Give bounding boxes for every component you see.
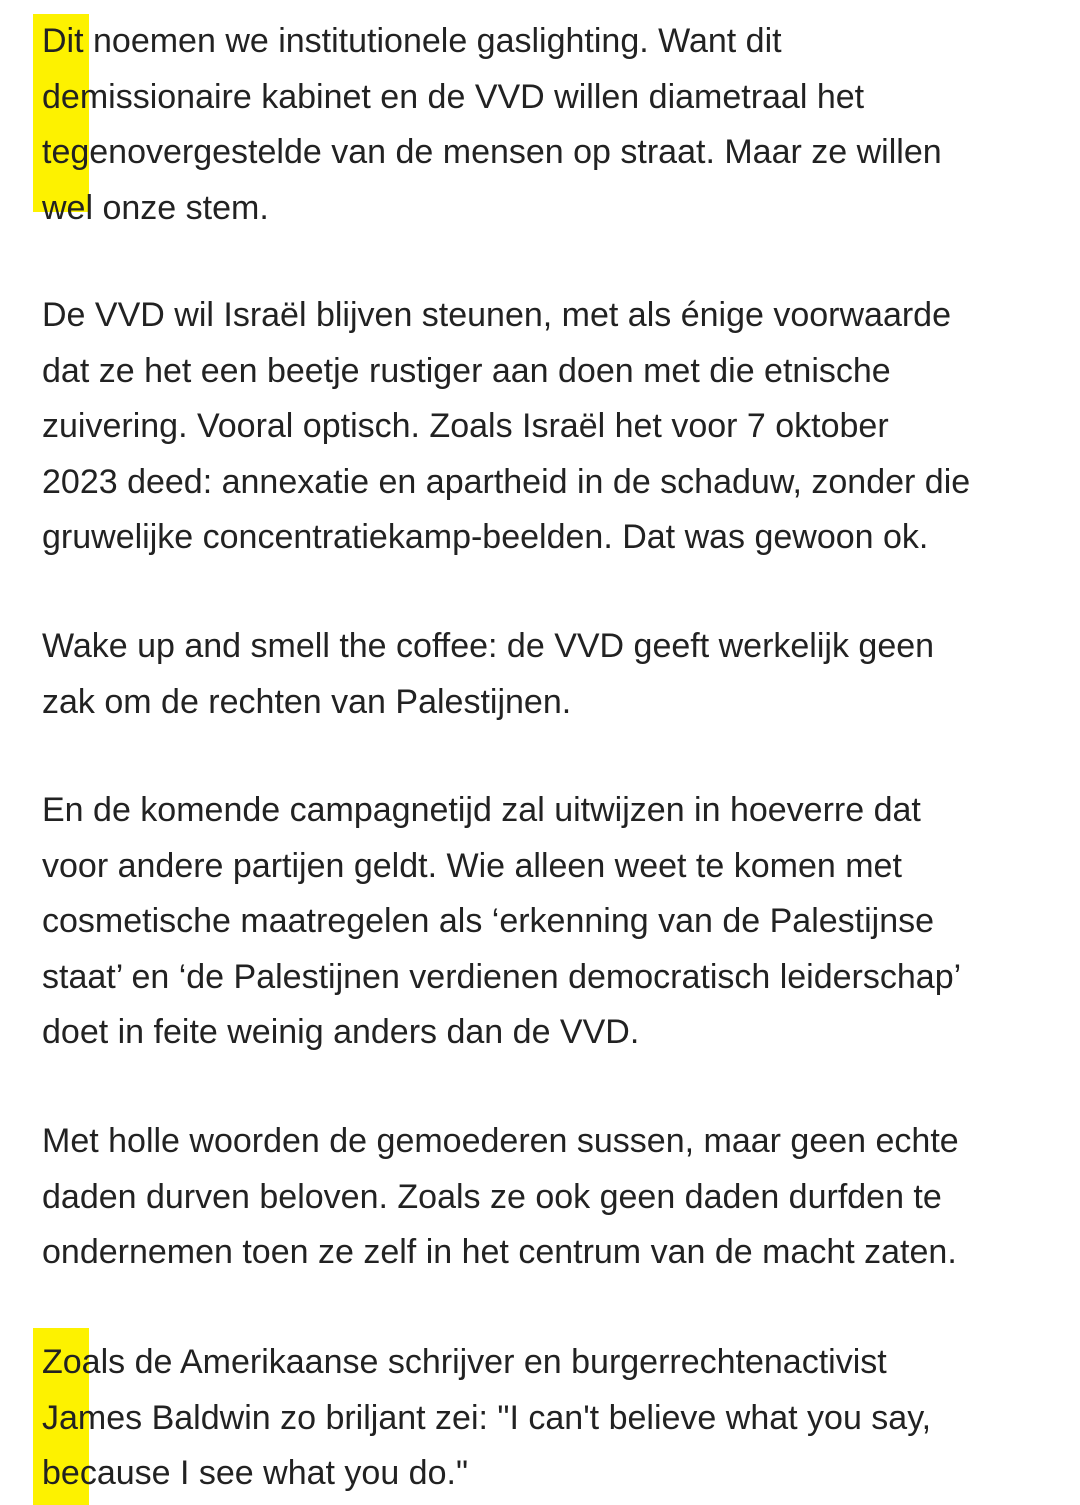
text-line: Wake up and smell the coffee: de VVD geeft werkelijk geen (42, 627, 935, 665)
text-line: Zoals de Amerikaanse schrijver en burgerrechtenactivist (42, 1343, 887, 1381)
text-line: James Baldwin zo briljant zei: "I can't believe what you say, (42, 1398, 932, 1437)
text-line: dat ze het een beetje rustiger aan doen met die etnische (42, 351, 891, 390)
paragraph-4 (42, 783, 1052, 1061)
text-line: gruwelijke concentratiekamp-beelden. Dat was gewoon ok. (42, 518, 929, 556)
paragraph-3 (42, 619, 1052, 730)
paragraph-5 (42, 1114, 1052, 1281)
text-line: voor andere partijen geldt. Wie alleen weet te komen met (42, 846, 902, 885)
text-line: wel onze stem. (42, 188, 269, 227)
text-line: demissionaire kabinet en de VVD willen diametraal het (42, 77, 865, 116)
text-line: staat’ en ‘de Palestijnen verdienen democratisch leiderschap’ (42, 957, 962, 996)
text-line: daden durven beloven. Zoals ze ook geen daden durfden te (42, 1177, 942, 1216)
text-line: Dit noemen we institutionele gaslighting. Want dit (42, 22, 782, 60)
paragraph-2 (42, 288, 1052, 566)
text-line: doet in feite weinig anders dan de VVD. (42, 1013, 640, 1051)
text-line: zak om de rechten van Palestijnen. (42, 682, 572, 721)
text-line: En de komende campagnetijd zal uitwijzen in hoeverre dat (42, 791, 921, 829)
text-line: because I see what you do." (42, 1454, 469, 1492)
text-line: Met holle woorden de gemoederen sussen, maar geen echte (42, 1122, 959, 1160)
text-line: zuivering. Vooral optisch. Zoals Israël het voor 7 oktober (42, 407, 889, 445)
text-line: cosmetische maatregelen als ‘erkenning van de Palestijnse (42, 902, 935, 940)
text-line: tegenovergestelde van de mensen op straat. Maar ze willen (42, 133, 942, 171)
paragraph-1 (42, 14, 1052, 236)
text-line: De VVD wil Israël blijven steunen, met als énige voorwaarde (42, 296, 952, 334)
text-line: 2023 deed: annexatie en apartheid in de schaduw, zonder die (42, 462, 971, 501)
text-line: ondernemen toen ze zelf in het centrum van de macht zaten. (42, 1233, 957, 1271)
paragraph-6 (42, 1335, 1052, 1502)
